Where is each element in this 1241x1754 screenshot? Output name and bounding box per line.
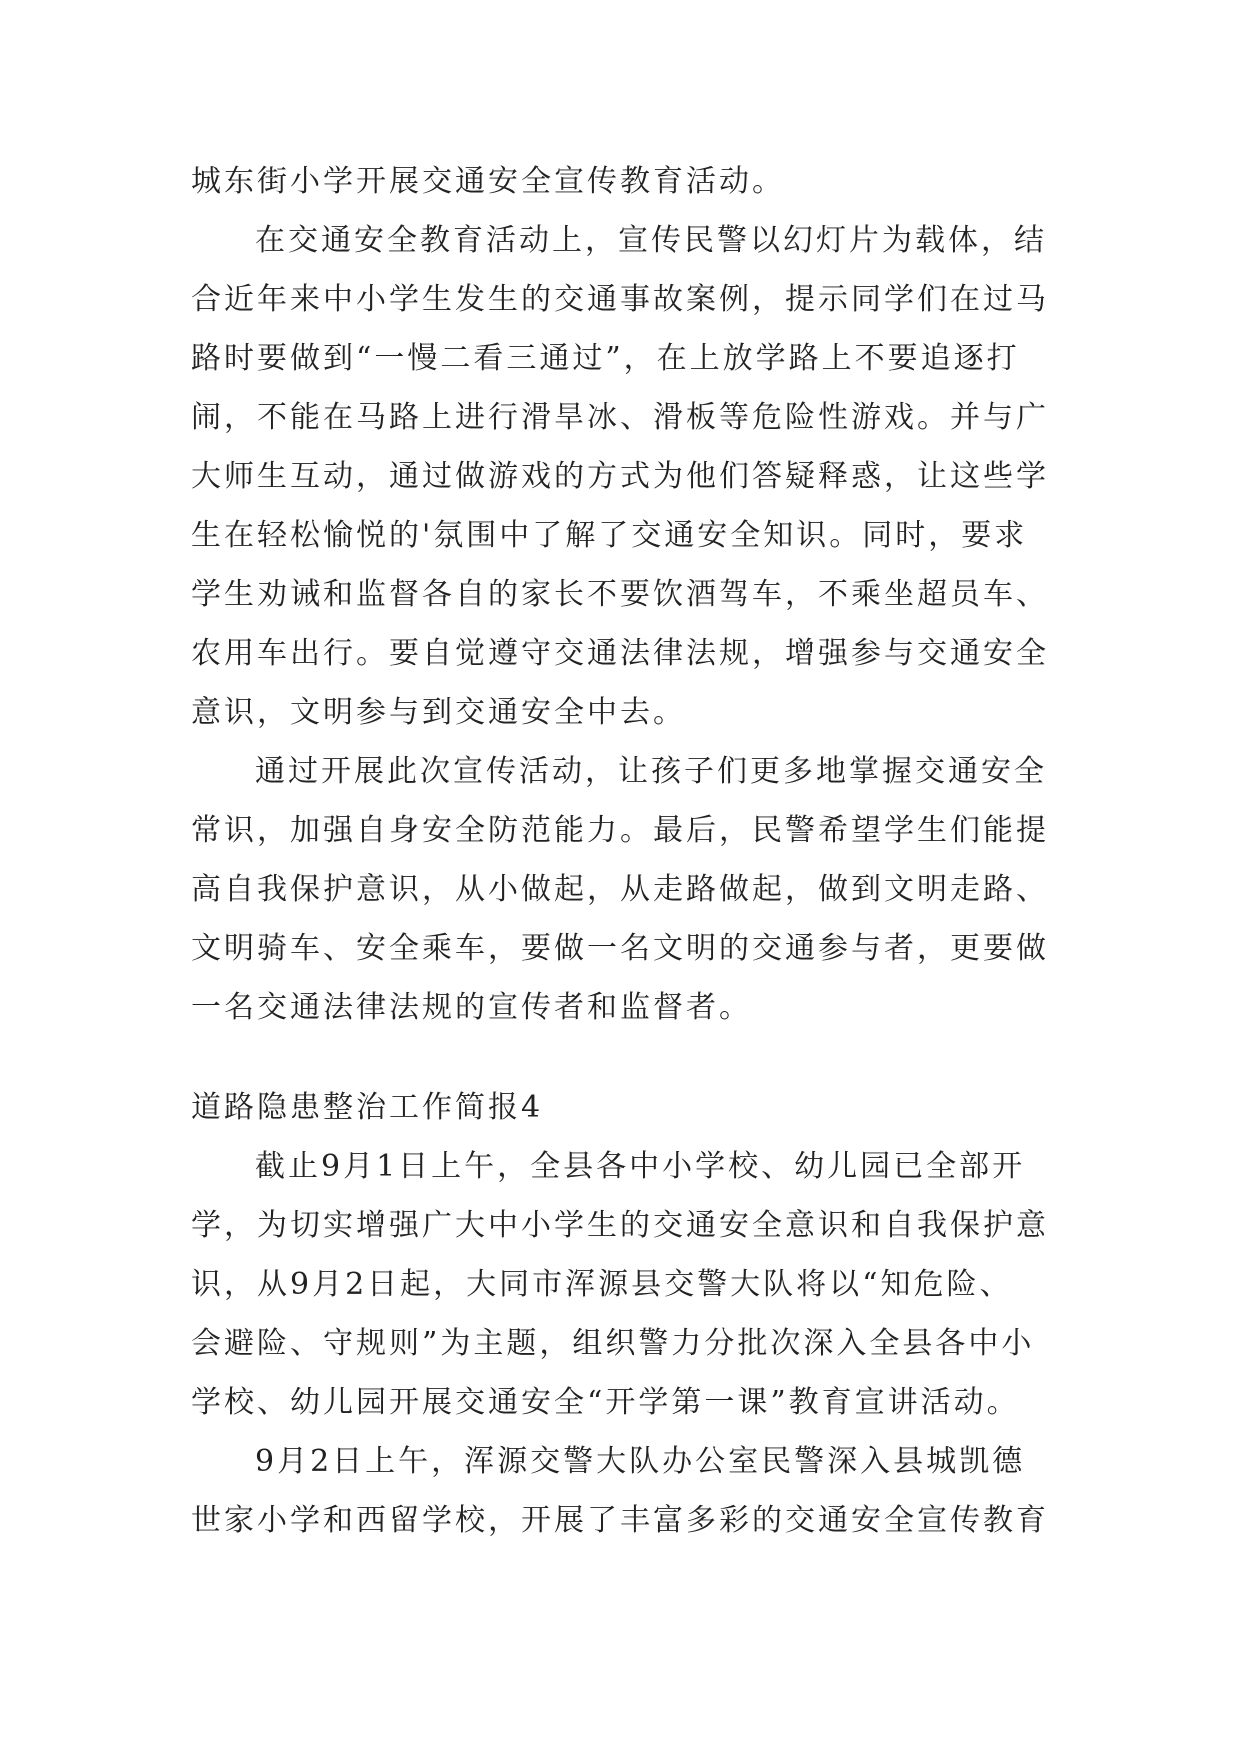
text-line: 生在轻松愉悦的'氛围中了解了交通安全知识。同时，要求 — [191, 518, 1028, 553]
text-line: 高自我保护意识，从小做起，从走路做起，做到文明走路、 — [191, 872, 1049, 907]
paragraph-start-line: 9月2日上午，浑源交警大队办公室民警深入县城凯德 — [255, 1444, 1026, 1479]
text-line: 文明骑车、安全乘车，要做一名文明的交通参与者，更要做 — [191, 931, 1049, 966]
paragraph-start-line: 截止9月1日上午，全县各中小学校、幼儿园已全部开 — [255, 1149, 1026, 1184]
text-line: 常识，加强自身安全防范能力。最后，民警希望学生们能提 — [191, 813, 1049, 848]
text-line: 农用车出行。要自觉遵守交通法律法规，增强参与交通安全 — [191, 636, 1049, 671]
text-line: 识，从9月2日起，大同市浑源县交警大队将以“知危险、 — [191, 1267, 1013, 1302]
text-line: 意识，文明参与到交通安全中去。 — [191, 695, 686, 730]
section-heading: 道路隐患整治工作简报4 — [191, 1090, 544, 1125]
text-line: 学，为切实增强广大中小学生的交通安全意识和自我保护意 — [191, 1208, 1049, 1243]
paragraph-start-line: 通过开展此次宣传活动，让孩子们更多地掌握交通安全 — [255, 754, 1047, 789]
text-line: 学校、幼儿园开展交通安全“开学第一课”教育宣讲活动。 — [191, 1385, 1020, 1420]
text-line: 世家小学和西留学校，开展了丰富多彩的交通安全宣传教育 — [191, 1503, 1049, 1538]
text-line: 城东街小学开展交通安全宣传教育活动。 — [191, 164, 785, 199]
text-line: 会避险、守规则”为主题，组织警力分批次深入全县各中小 — [191, 1326, 1035, 1361]
text-line: 学生劝诫和监督各自的家长不要饮酒驾车，不乘坐超员车、 — [191, 577, 1049, 612]
section-1-body — [191, 152, 1061, 1037]
text-line: 闹，不能在马路上进行滑旱冰、滑板等危险性游戏。并与广 — [191, 400, 1049, 435]
text-line: 一名交通法律法规的宣传者和监督者。 — [191, 990, 752, 1025]
text-line: 合近年来中小学生发生的交通事故案例，提示同学们在过马 — [191, 282, 1049, 317]
text-line: 路时要做到“一慢二看三通过”，在上放学路上不要追逐打 — [191, 341, 1020, 376]
text-line: 大师生互动，通过做游戏的方式为他们答疑释惑，让这些学 — [191, 459, 1049, 494]
section-2-body — [191, 1078, 1061, 1550]
paragraph-start-line: 在交通安全教育活动上，宣传民警以幻灯片为载体，结 — [255, 223, 1047, 258]
